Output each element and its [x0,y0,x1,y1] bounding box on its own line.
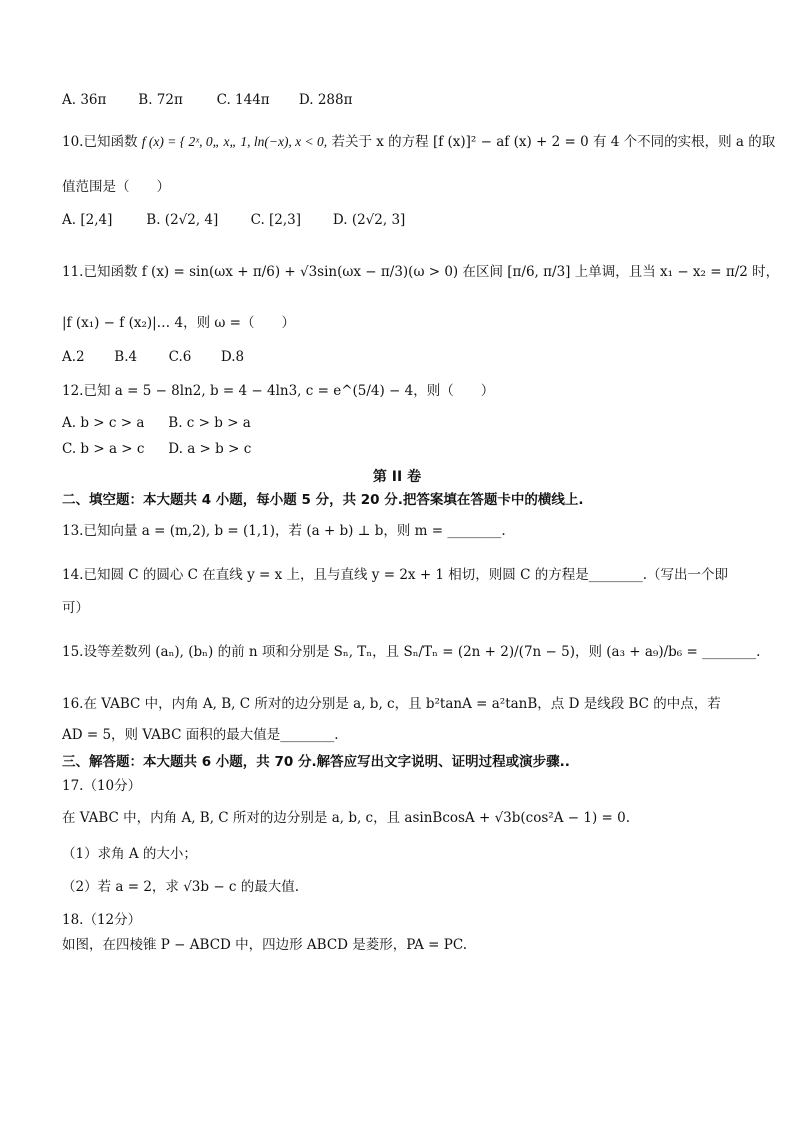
q12-option-d: D. a > b > c [168,441,252,457]
q18-score: 18.（12分） [62,912,142,928]
q10-option-a: A. [2,4] [62,212,113,228]
q10-line2: 值范围是（ ） [62,179,170,195]
q16-line1: 16.在 VABC 中，内角 A, B, C 所对的边分别是 a, b, c，且 b²tanA = a²tanB，点 D 是线段 BC 的中点，若 [62,696,721,712]
q17-stem: 在 VABC 中，内角 A, B, C 所对的边分别是 a, b, c，且 asinBcosA + √3b(cos²A − 1) = 0. [62,810,630,826]
q9-option-a: A. 36π [62,92,107,108]
q17-part1: （1）求角 A 的大小； [62,846,197,862]
q11-option-b: B.4 [114,349,138,365]
q17-score: 17.（10分） [62,778,142,794]
q9-options [62,90,352,110]
section3-title: 三、解答题：本大题共 6 小题，共 70 分.解答应写出文字说明、证明过程或演步骤.. [62,754,570,770]
section2-title: 二、填空题：本大题共 4 小题，每小题 5 分，共 20 分.把答案填在答题卡中的横线上. [62,492,584,508]
q11-option-c: C.6 [168,349,192,365]
q10-suffix: 若关于 x 的方程 [f (x)]² − af (x) + 2 = 0 有 4 个不同的实根，则 a 的取 [331,134,776,150]
q15-text: 15.设等差数列 (aₙ), (bₙ) 的前 n 项和分别是 Sₙ, Tₙ，且 Sₙ/Tₙ = (2n + 2)/(7n − 5)，则 (a₃ + a₉)/b₆ = ________. [62,644,761,660]
q10-prefix: 10.已知函数 [62,134,138,150]
q17-part2: （2）若 a = 2，求 √3b − c 的最大值. [62,879,300,895]
q10-option-d: D. (2√2, 3] [332,212,406,228]
q11-line1: 11.已知函数 f (x) = sin(ωx + π/6) + √3sin(ωx − π/3)(ω > 0) 在区间 [π/6, π/3] 上单调，且当 x₁ − x₂ = π/2 时， [62,264,780,280]
q18-stem: 如图，在四棱锥 P − ABCD 中，四边形 ABCD 是菱形，PA = PC. [62,937,467,953]
q12-option-a: A. b > c > a [62,415,145,431]
q11-option-a: A.2 [62,349,85,365]
q12-line1: 12.已知 a = 5 − 8ln2, b = 4 − 4ln3, c = e^(5/4) − 4，则（ ） [62,383,495,399]
q12-option-c: C. b > a > c [62,441,145,457]
q9-option-c: C. 144π [216,92,270,108]
part2-title: 第 II 卷 [372,469,422,485]
q13-text: 13.已知向量 a = (m,2), b = (1,1)，若 (a + b) ⊥ b，则 m = ________. [62,523,506,539]
q16-line2: AD = 5，则 VABC 面积的最大值是________. [62,727,339,743]
q11-options [62,347,244,367]
q9-option-d: D. 288π [298,92,353,108]
q10-options [62,210,405,230]
q10-function: f (x) = { 2ˣ, 0„ x„ 1, ln(−x), x < 0, [141,134,328,149]
q12-options-row2 [62,439,251,459]
q11-option-d: D.8 [220,349,245,365]
q12-option-b: B. c > b > a [168,415,251,431]
q10-option-c: C. [2,3] [250,212,302,228]
q10-line1 [62,132,775,152]
q9-option-b: B. 72π [138,92,183,108]
q14-line1: 14.已知圆 C 的圆心 C 在直线 y = x 上，且与直线 y = 2x + 1 相切，则圆 C 的方程是________.（写出一个即 [62,567,729,583]
q14-line2: 可） [62,600,89,616]
q10-option-b: B. (2√2, 4] [146,212,219,228]
q11-line2: |f (x₁) − f (x₂)|… 4，则 ω =（ ） [62,315,295,331]
q12-options-row1 [62,413,251,433]
